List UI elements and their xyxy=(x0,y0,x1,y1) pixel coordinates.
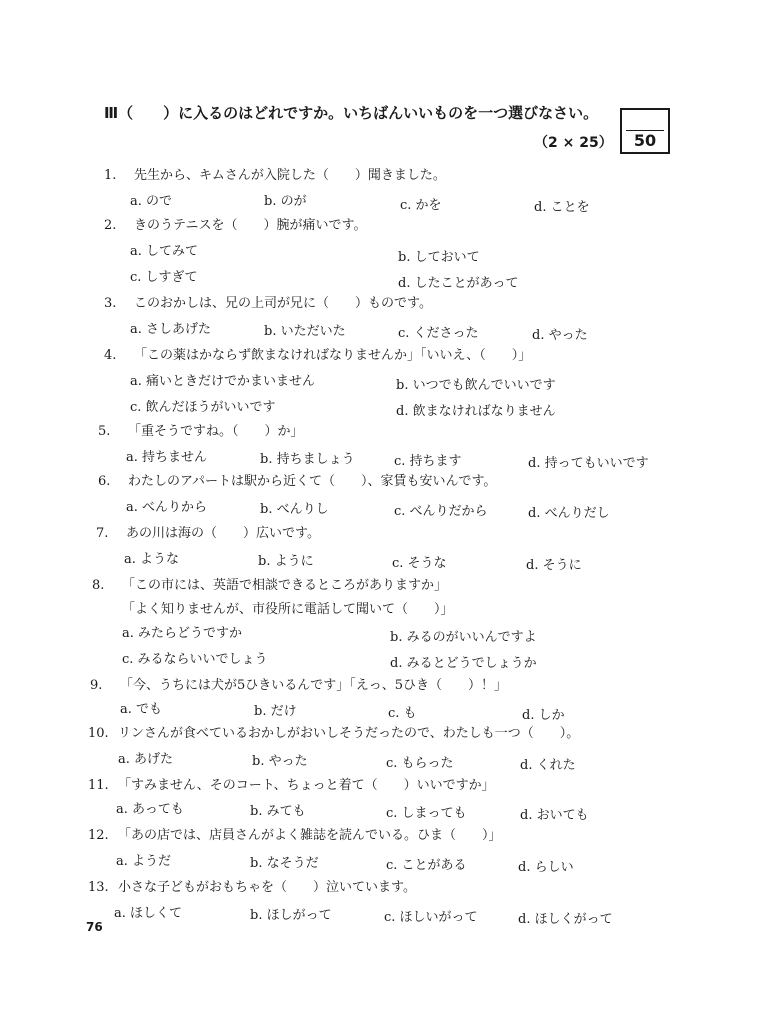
option-d[interactable]: d. ことを xyxy=(534,200,590,215)
option-a[interactable]: a. ようだ xyxy=(116,854,172,869)
question-text: 小さな子どもがおもちゃを（ ）泣いています。 xyxy=(118,880,416,895)
option-d[interactable]: d. みるとどうでしょうか xyxy=(390,656,537,671)
option-c[interactable]: c. しすぎて xyxy=(130,270,198,285)
option-b[interactable]: b. いただいた xyxy=(264,324,346,339)
option-c[interactable]: c. かを xyxy=(400,198,442,213)
question-3 xyxy=(104,292,432,311)
question-number: 5. xyxy=(98,424,111,439)
option-b[interactable]: b. ほしがって xyxy=(250,908,332,923)
option-c[interactable]: c. も xyxy=(388,706,417,721)
question-text: 「今、うちには犬が5ひきいるんです」「えっ、5ひき（ ）！」 xyxy=(120,678,508,693)
question-number: 6. xyxy=(98,474,111,489)
option-d[interactable]: d. やった xyxy=(532,328,588,343)
option-d[interactable]: d. したことがあって xyxy=(398,276,519,291)
question-text: リンさんが食べているおかしがおいしそうだったので、わたしも一つ（ ）。 xyxy=(118,726,580,741)
question-11 xyxy=(88,774,495,793)
option-c[interactable]: c. もらった xyxy=(386,756,454,771)
option-b[interactable]: b. なそうだ xyxy=(250,856,319,871)
question-1 xyxy=(104,164,446,183)
question-text: わたしのアパートは駅から近くて（ ）、家賃も安いんです。 xyxy=(128,474,497,489)
option-a[interactable]: a. あっても xyxy=(116,802,184,817)
question-number: 4. xyxy=(104,348,117,363)
option-d[interactable]: d. しか xyxy=(522,708,565,723)
question-text: あの川は海の（ ）広いです。 xyxy=(126,526,320,541)
question-4 xyxy=(104,344,531,363)
option-c[interactable]: c. 飲んだほうがいいです xyxy=(130,400,276,415)
question-number: 8. xyxy=(92,578,105,593)
option-a[interactable]: a. 痛いときだけでかまいません xyxy=(130,374,316,389)
question-number: 10. xyxy=(88,726,109,741)
question-number: 9. xyxy=(90,678,103,693)
question-12 xyxy=(88,824,502,843)
question-number: 13. xyxy=(88,880,109,895)
option-a[interactable]: a. みたらどうですか xyxy=(122,626,243,641)
question-number: 1. xyxy=(104,168,117,183)
option-b[interactable]: b. やった xyxy=(252,754,308,769)
option-b[interactable]: b. だけ xyxy=(254,704,297,719)
option-c[interactable]: c. みるならいいでしょう xyxy=(122,652,268,667)
option-d[interactable]: d. 飲まなければなりません xyxy=(396,404,556,419)
option-b[interactable]: b. みるのがいいんですよ xyxy=(390,630,537,645)
option-c[interactable]: c. くださった xyxy=(398,326,479,341)
question-text: 「この薬はかならず飲まなければなりませんか」「いいえ、（ ）」 xyxy=(134,348,532,363)
option-d[interactable]: d. おいても xyxy=(520,808,589,823)
question-text: きのうテニスを（ ）腕が痛いです。 xyxy=(134,218,367,233)
option-b[interactable]: b. ように xyxy=(258,554,314,569)
option-a[interactable]: a. してみて xyxy=(130,244,199,259)
question-text: 先生から、キムさんが入院した（ ）聞きました。 xyxy=(134,168,446,183)
question-text: 「この市には、英語で相談できるところがありますか」 xyxy=(122,578,448,593)
option-d[interactable]: d. そうに xyxy=(526,558,582,573)
option-a[interactable]: a. あげた xyxy=(118,752,174,767)
option-c[interactable]: c. ことがある xyxy=(386,858,467,873)
section-instruction: Ⅲ（ ）に入るのはどれですか。いちばんいいものを一つ選びなさい。 xyxy=(104,104,599,122)
question-7 xyxy=(96,522,320,541)
option-d[interactable]: d. ほしくがって xyxy=(518,912,613,927)
option-a[interactable]: a. ので xyxy=(130,194,173,209)
option-b[interactable]: b. 持ちましょう xyxy=(260,452,355,467)
question-text: 「すみません、そのコート、ちょっと着て（ ）いいですか」 xyxy=(118,778,495,793)
option-d[interactable]: d. らしい xyxy=(518,860,574,875)
option-b[interactable]: b. のが xyxy=(264,194,307,209)
total-points: 50 xyxy=(626,130,664,151)
question-number: 11. xyxy=(88,778,109,793)
scoring-note: （2 × 25） xyxy=(534,135,613,151)
question-number: 3. xyxy=(104,296,117,311)
question-13 xyxy=(88,876,416,895)
score-box xyxy=(620,108,670,154)
option-d[interactable]: d. べんりだし xyxy=(528,506,610,521)
question-10 xyxy=(88,722,579,741)
option-c[interactable]: c. そうな xyxy=(392,556,447,571)
question-number: 12. xyxy=(88,828,109,843)
option-c[interactable]: c. 持ちます xyxy=(394,454,462,469)
option-b[interactable]: b. みても xyxy=(250,804,306,819)
option-d[interactable]: d. くれた xyxy=(520,758,576,773)
option-c[interactable]: c. べんりだから xyxy=(394,504,488,519)
question-text: 「あの店では、店員さんがよく雑誌を読んでいる。ひま（ ）」 xyxy=(118,828,502,843)
question-5 xyxy=(98,420,304,439)
question-text: このおかしは、兄の上司が兄に（ ）ものです。 xyxy=(134,296,432,311)
option-a[interactable]: a. ほしくて xyxy=(114,906,183,921)
option-c[interactable]: c. しまっても xyxy=(386,806,467,821)
question-2 xyxy=(104,214,366,233)
option-c[interactable]: c. ほしいがって xyxy=(384,910,478,925)
option-a[interactable]: a. でも xyxy=(120,702,163,717)
option-a[interactable]: a. ような xyxy=(124,552,180,567)
question-9 xyxy=(90,674,507,693)
question-8-line-2: 「よく知りませんが、市役所に電話して聞いて（ ）」 xyxy=(122,602,454,617)
option-b[interactable]: b. べんりし xyxy=(260,502,329,517)
option-a[interactable]: a. 持ちません xyxy=(126,450,208,465)
question-8 xyxy=(92,574,447,593)
question-text: 「重そうですね。（ ）か」 xyxy=(128,424,304,439)
question-6 xyxy=(98,470,496,489)
option-b[interactable]: b. いつでも飲んでいいです xyxy=(396,378,556,393)
option-b[interactable]: b. しておいて xyxy=(398,250,480,265)
question-number: 7. xyxy=(96,526,109,541)
option-a[interactable]: a. さしあげた xyxy=(130,322,212,337)
page-number: 76 xyxy=(86,920,103,934)
option-d[interactable]: d. 持ってもいいです xyxy=(528,456,649,471)
question-number: 2. xyxy=(104,218,117,233)
option-a[interactable]: a. べんりから xyxy=(126,500,208,515)
